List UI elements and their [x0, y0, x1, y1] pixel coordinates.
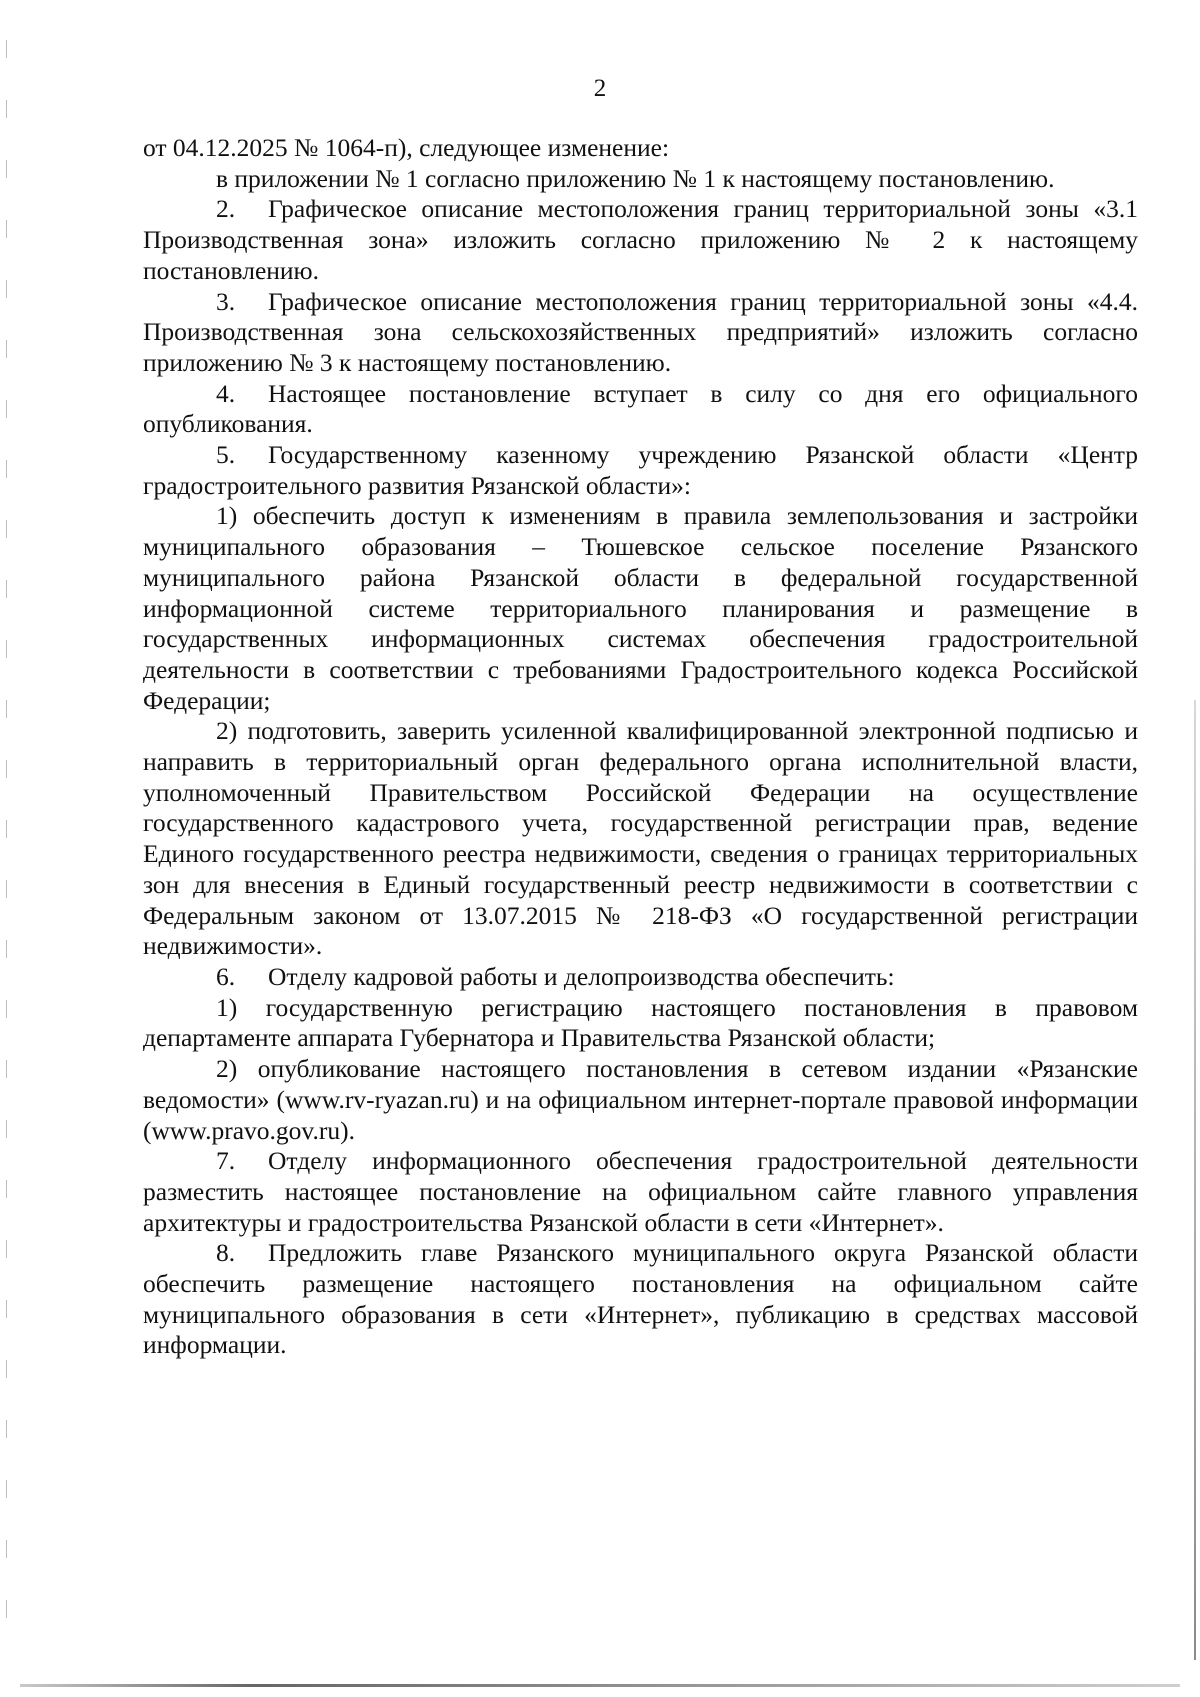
paragraph-number: 4.: [216, 378, 236, 408]
paragraph-text: Отделу информационного обеспечения градостроительной деятельности разместить настоящее постановление на официальном сайте главного управления архитектуры и градостроительства Рязанской области в сети «Интернет».: [143, 1146, 1138, 1237]
paragraph-item-3: [143, 287, 1138, 379]
paragraph-text: Графическое описание местоположения границ территориальной зоны «4.4. Производственная зона сельскохозяйственных предприятий» изложить согласно приложению № 3 к настоящему постановлению.: [143, 286, 1138, 377]
paragraph-item-2: [143, 194, 1138, 286]
page-number: 2: [593, 75, 607, 102]
paragraph-text: 1) обеспечить доступ к изменениям в правила землепользования и застройки муниципального образования – Тюшевское сельское поселение Рязанского муниципального района Рязанской области в федеральной государственной информационной системе территориального планирования и размещение в государственных информационных системах обеспечения градостроительной деятельности в соответствии с требованиями Градостроительного кодекса Российской Федерации;: [143, 501, 1138, 715]
paragraph-text: в приложении № 1 согласно приложению № 1 к настоящему постановлению.: [216, 163, 1055, 193]
paragraph-text: 1) государственную регистрацию настоящего постановления в правовом департаменте аппарата Губернатора и Правительства Рязанской области;: [143, 992, 1138, 1053]
paragraph-continuation: [143, 133, 1138, 164]
scan-bottom-edge: [20, 1684, 1180, 1687]
paragraph-text: Предложить главе Рязанского муниципального округа Рязанской области обеспечить размещение настоящего постановления на официальном сайте муниципального образования в сети «Интернет», публикацию в средствах массовой информации.: [143, 1238, 1138, 1360]
paragraph-text: Государственному казенному учреждению Рязанской области «Центр градостроительного развития Рязанской области»:: [143, 440, 1138, 500]
paragraph-item-8: [143, 1238, 1138, 1361]
paragraph-item-6: [143, 962, 1138, 993]
paragraph-item: [143, 164, 1138, 195]
paragraph-number: 8.: [216, 1238, 236, 1268]
paragraph-number: 3.: [216, 286, 236, 316]
scan-left-edge: [6, 40, 7, 1640]
paragraph-number: 5.: [216, 440, 236, 470]
paragraph-text: от 04.12.2025 № 1064-п), следующее изменение:: [143, 133, 670, 162]
paragraph-text: Отделу кадровой работы и делопроизводства обеспечить:: [268, 961, 895, 991]
subparagraph-5-1: [143, 501, 1138, 716]
subparagraph-6-2: [143, 1054, 1138, 1146]
scan-right-edge: [1194, 700, 1196, 1660]
paragraph-item-4: [143, 379, 1138, 440]
subparagraph-5-2: [143, 716, 1138, 962]
subparagraph-6-1: [143, 993, 1138, 1054]
paragraph-text: 2) подготовить, заверить усиленной квалифицированной электронной подписью и направить в территориальный орган федерального органа исполнительной власти, уполномоченный Правительством Российской Федерации на осуществление государственного кадастрового учета, государственной регистрации прав, ведение Единого государственного реестра недвижимости, сведения о границах территориальных зон для внесения в Единый государственный реестр недвижимости в соответствии с Федеральным законом от 13.07.2015 № 218-ФЗ «О государственной регистрации недвижимости».: [143, 716, 1138, 961]
paragraph-number: 7.: [216, 1146, 236, 1176]
paragraph-text: Графическое описание местоположения границ территориальной зоны «3.1 Производственная зона» изложить согласно приложению № 2 к настоящему постановлению.: [143, 194, 1138, 285]
paragraph-item-7: [143, 1146, 1138, 1238]
paragraph-number: 6.: [216, 961, 236, 991]
paragraph-number: 2.: [216, 194, 236, 224]
paragraph-text: 2) опубликование настоящего постановления в сетевом издании «Рязанские ведомости» (www.rv-ryazan.ru) и на официальном интернет-портале правовой информации (www.pravo.gov.ru).: [143, 1054, 1138, 1145]
paragraph-text: Настоящее постановление вступает в силу со дня его официального опубликования.: [143, 378, 1138, 439]
paragraph-item-5: [143, 440, 1138, 501]
document-body: [143, 133, 1138, 1361]
